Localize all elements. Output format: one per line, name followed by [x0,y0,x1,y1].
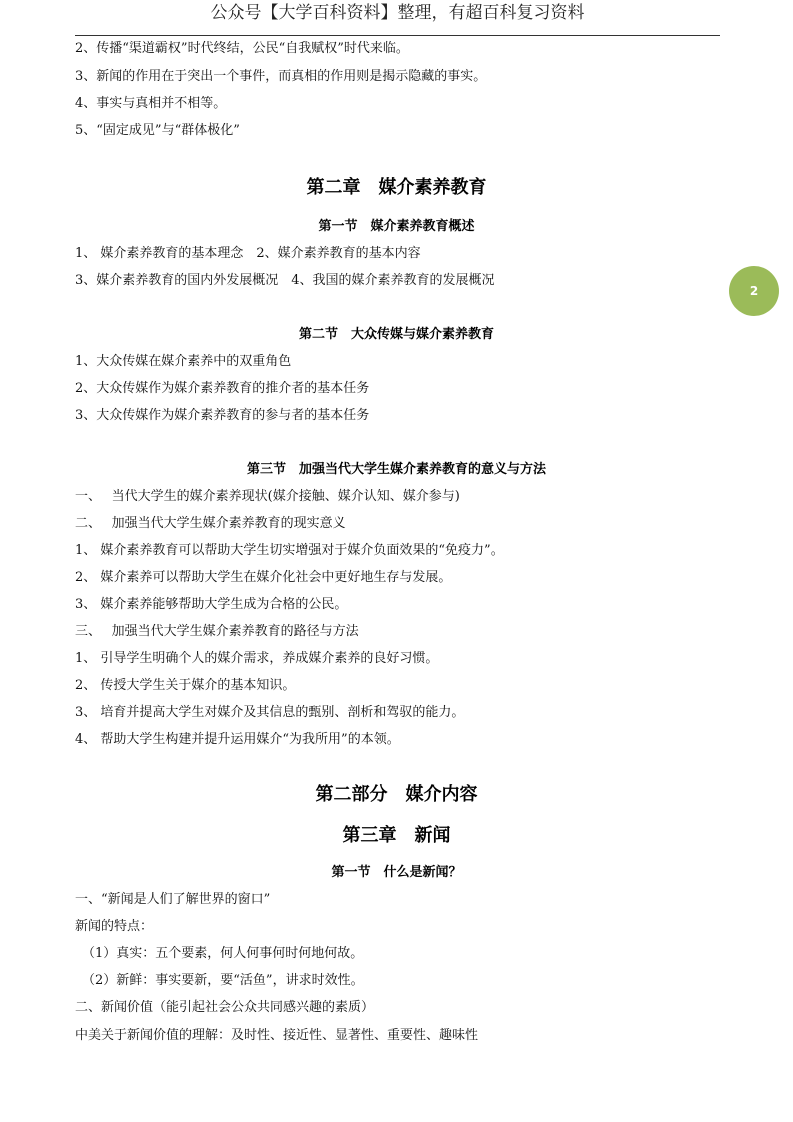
list-item: 2、大众传媒作为媒介素养教育的推介者的基本任务 [75,381,370,396]
list-item: 中美关于新闻价值的理解：及时性、接近性、显著性、重要性、趣味性 [75,1028,479,1043]
chapter-title: 第二章 媒介素养教育 [306,177,487,198]
list-item: 二、 加强当代大学生媒介素养教育的现实意义 [75,516,346,531]
section-title: 第一节 什么是新闻？ [331,865,462,880]
list-item: 4、 帮助大学生构建并提升运用媒介“为我所用”的本领。 [75,732,400,747]
part-title: 第二部分 媒介内容 [315,784,478,805]
list-item: （1）真实：五个要素，何人何事何时何地何故。 [82,946,364,961]
list-item: 1、大众传媒在媒介素养中的双重角色 [75,354,292,369]
list-item: 3、 培育并提高大学生对媒介及其信息的甄别、剖析和驾驭的能力。 [75,705,465,720]
list-item: 一、 当代大学生的媒介素养现状(媒介接触、媒介认知、媒介参与) [75,489,460,504]
list-item: 一、“新闻是人们了解世界的窗口” [75,892,271,907]
chapter-title: 第三章 新闻 [342,825,451,846]
list-item: 新闻的特点： [75,919,154,934]
list-item: 二、新闻价值（能引起社会公众共同感兴趣的素质） [75,1000,375,1015]
intro-line: 4、事实与真相并不相等。 [75,96,227,111]
list-item: 1、 引导学生明确个人的媒介需求，养成媒介素养的良好习惯。 [75,651,439,666]
intro-line: 5、“固定成见”与“群体极化” [75,123,240,138]
list-item: 1、 媒介素养教育的基本理念 2、媒介素养教育的基本内容 [75,246,421,261]
list-item: 2、 传授大学生关于媒介的基本知识。 [75,678,296,693]
header-divider [75,35,720,36]
list-item: （2）新鲜：事实要新，要“活鱼”，讲求时效性。 [82,973,364,988]
list-item: 三、 加强当代大学生媒介素养教育的路径与方法 [75,624,359,639]
list-item: 2、 媒介素养可以帮助大学生在媒介化社会中更好地生存与发展。 [75,570,452,585]
list-item: 3、媒介素养教育的国内外发展概况 4、我国的媒介素养教育的发展概况 [75,273,495,288]
section-title: 第三节 加强当代大学生媒介素养教育的意义与方法 [246,462,546,477]
page-number-badge: 2 [729,266,779,316]
page-header: 公众号【大学百科资料】整理，有超百科复习资料 [210,3,585,23]
section-title: 第一节 媒介素养教育概述 [318,219,475,234]
list-item: 3、 媒介素养能够帮助大学生成为合格的公民。 [75,597,348,612]
intro-line: 2、传播“渠道霸权”时代终结，公民“自我赋权”时代来临。 [75,41,409,56]
intro-line: 3、新闻的作用在于突出一个事件，而真相的作用则是揭示隐藏的事实。 [75,69,487,84]
list-item: 1、 媒介素养教育可以帮助大学生切实增强对于媒介负面效果的“免疫力”。 [75,543,504,558]
list-item: 3、大众传媒作为媒介素养教育的参与者的基本任务 [75,408,370,423]
section-title: 第二节 大众传媒与媒介素养教育 [298,327,494,342]
